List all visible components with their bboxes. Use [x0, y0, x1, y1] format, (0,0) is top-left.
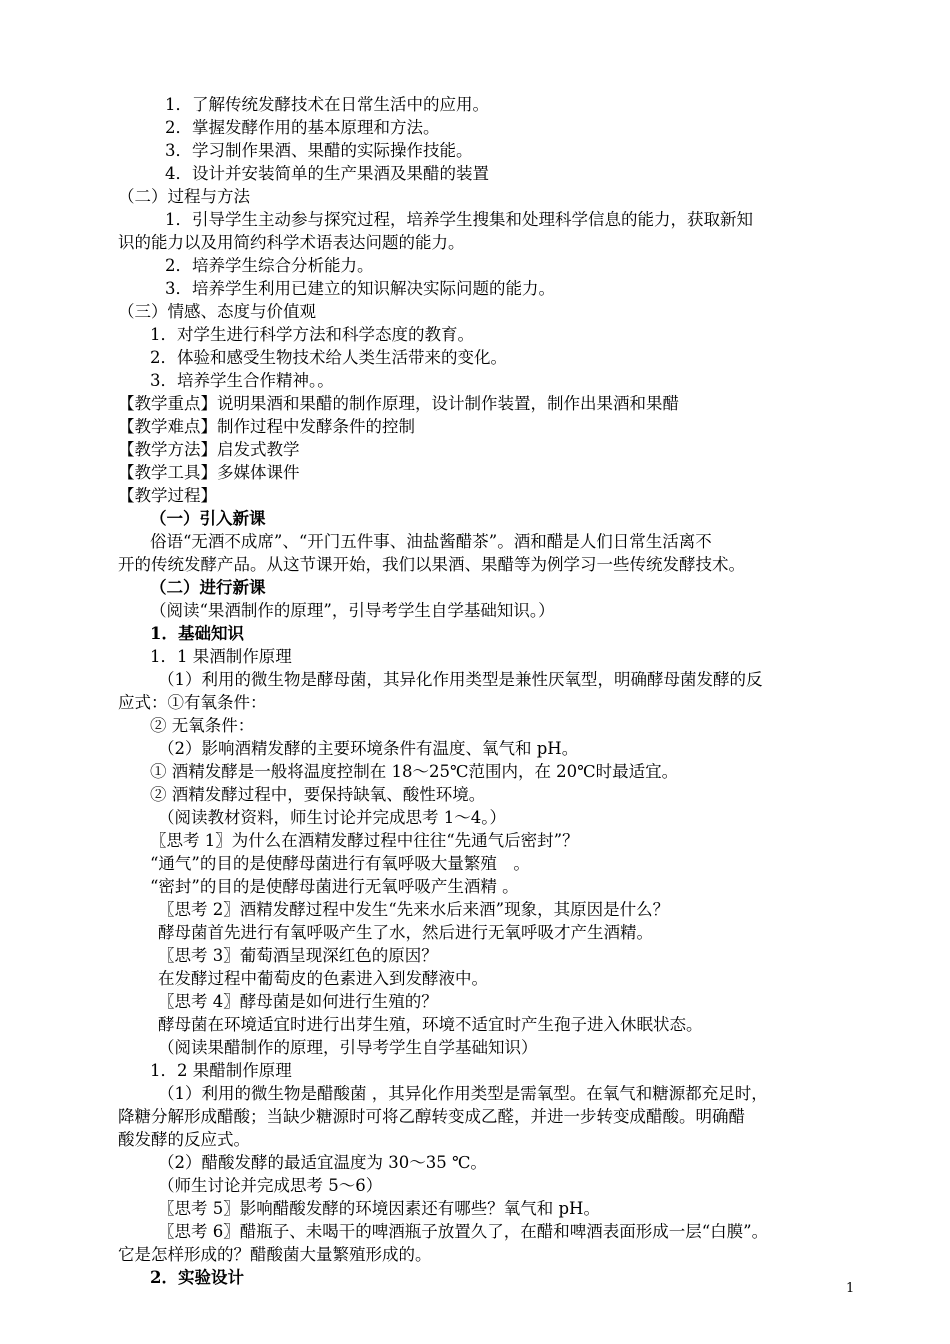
vinegar-microbe-line-2: 降糖分解形成醋酸；当缺少糖源时可将乙醇转变成乙醛，并进一步转变成醋酸。明确醋	[118, 1107, 745, 1126]
fermentation-conditions: （2）影响酒精发酵的主要环境条件有温度、氧气和 pH。	[158, 739, 579, 758]
question-5: 〖思考 5〗影响醋酸发酵的环境因素还有哪些？氧气和 pH。	[158, 1199, 600, 1218]
question-6: 〖思考 6〗醋瓶子、未喝干的啤酒瓶子放置久了，在醋和啤酒表面形成一层“白膜”。	[158, 1222, 769, 1241]
process-item-3: 3．培养学生利用已建立的知识解决实际问题的能力。	[165, 279, 555, 298]
process-item-1: 1．引导学生主动参与探究过程，培养学生搜集和处理科学信息的能力，获取新知	[165, 210, 753, 229]
answer-6: 它是怎样形成的？醋酸菌大量繁殖形成的。	[118, 1245, 432, 1264]
teaching-difficulty: 【教学难点】制作过程中发酵条件的控制	[118, 417, 415, 436]
answer-1b: “密封”的目的是使酵母菌进行无氧呼吸产生酒精 。	[150, 877, 519, 896]
section-heading-process-methods: （二）过程与方法	[118, 187, 250, 206]
values-item-3: 3．培养学生合作精神。。	[150, 371, 334, 390]
objective-line-2: 2．掌握发酵作用的基本原理和方法。	[165, 118, 440, 137]
vinegar-temperature: （2）醋酸发酵的最适宜温度为 30～35 ℃。	[158, 1153, 487, 1172]
objective-line-1: 1．了解传统发酵技术在日常生活中的应用。	[165, 95, 489, 114]
reading-note-wine: （阅读“果酒制作的原理”，引导考学生自学基础知识。）	[150, 601, 555, 620]
question-4: 〖思考 4〗酵母菌是如何进行生殖的？	[158, 992, 438, 1011]
question-3: 〖思考 3〗葡萄酒呈现深红色的原因？	[158, 946, 438, 965]
experiment-design-heading: 2．实验设计	[150, 1268, 244, 1287]
anaerobic-condition: ② 无氧条件：	[150, 716, 255, 735]
objective-line-4: 4．设计并安装简单的生产果酒及果醋的装置	[165, 164, 489, 183]
intro-heading: （一）引入新课	[150, 509, 266, 528]
answer-2: 酵母菌首先进行有氧呼吸产生了水，然后进行无氧呼吸才产生酒精。	[158, 923, 653, 942]
basic-knowledge-heading: 1．基础知识	[150, 624, 244, 643]
question-2: 〖思考 2〗酒精发酵过程中发生“先来水后来酒”现象，其原因是什么？	[158, 900, 670, 919]
teaching-key-point: 【教学重点】说明果酒和果醋的制作原理，设计制作装置，制作出果酒和果醋	[118, 394, 679, 413]
teaching-process-heading: 【教学过程】	[118, 486, 217, 505]
objective-line-3: 3．学习制作果酒、果醋的实际操作技能。	[165, 141, 473, 160]
section-heading-values: （三）情感、态度与价值观	[118, 302, 316, 321]
values-item-2: 2．体验和感受生物技术给人类生活带来的变化。	[150, 348, 507, 367]
wine-principle-heading: 1．1 果酒制作原理	[150, 647, 292, 666]
teaching-tools: 【教学工具】多媒体课件	[118, 463, 300, 482]
vinegar-principle-heading: 1．2 果醋制作原理	[150, 1061, 292, 1080]
teaching-method: 【教学方法】启发式教学	[118, 440, 300, 459]
intro-paragraph-line-1: 俗语“无酒不成席”、“开门五件事、油盐酱醋茶”。酒和醋是人们日常生活离不	[150, 532, 712, 551]
wine-microbe-line-1: （1）利用的微生物是酵母菌，其异化作用类型是兼性厌氧型，明确酵母菌发酵的反	[158, 670, 763, 689]
question-1: 〖思考 1〗为什么在酒精发酵过程中往往“先通气后密封”？	[150, 831, 579, 850]
wine-microbe-line-2: 应式：①有氧条件：	[118, 693, 267, 712]
process-item-1-cont: 识的能力以及用简约科学术语表达问题的能力。	[118, 233, 465, 252]
environment-note: ② 酒精发酵过程中，要保持缺氧、酸性环境。	[150, 785, 486, 804]
reading-note-vinegar: （阅读果醋制作的原理，引导考学生自学基础知识）	[158, 1038, 538, 1057]
vinegar-microbe-line-1: （1）利用的微生物是醋酸菌 ，其异化作用类型是需氧型。在氧气和糖源都充足时，	[158, 1084, 768, 1103]
values-item-1: 1．对学生进行科学方法和科学态度的教育。	[150, 325, 474, 344]
answer-1a: “通气”的目的是使酵母菌进行有氧呼吸大量繁殖 。	[150, 854, 530, 873]
discussion-note-1-4: （阅读教材资料，师生讨论并完成思考 1～4。）	[158, 808, 506, 827]
page-number: 1	[846, 1281, 855, 1296]
answer-3: 在发酵过程中葡萄皮的色素进入到发酵液中。	[158, 969, 488, 988]
temperature-note: ① 酒精发酵是一般将温度控制在 18～25℃范围内，在 20℃时最适宜。	[150, 762, 679, 781]
intro-paragraph-line-2: 开的传统发酵产品。从这节课开始，我们以果酒、果醋等为例学习一些传统发酵技术。	[118, 555, 745, 574]
process-item-2: 2．培养学生综合分析能力。	[165, 256, 374, 275]
vinegar-microbe-line-3: 酸发酵的反应式。	[118, 1130, 250, 1149]
answer-4: 酵母菌在环境适宜时进行出芽生殖，环境不适宜时产生孢子进入休眠状态。	[158, 1015, 703, 1034]
new-lesson-heading: （二）进行新课	[150, 578, 266, 597]
discussion-note-5-6: （师生讨论并完成思考 5～6）	[158, 1176, 383, 1195]
